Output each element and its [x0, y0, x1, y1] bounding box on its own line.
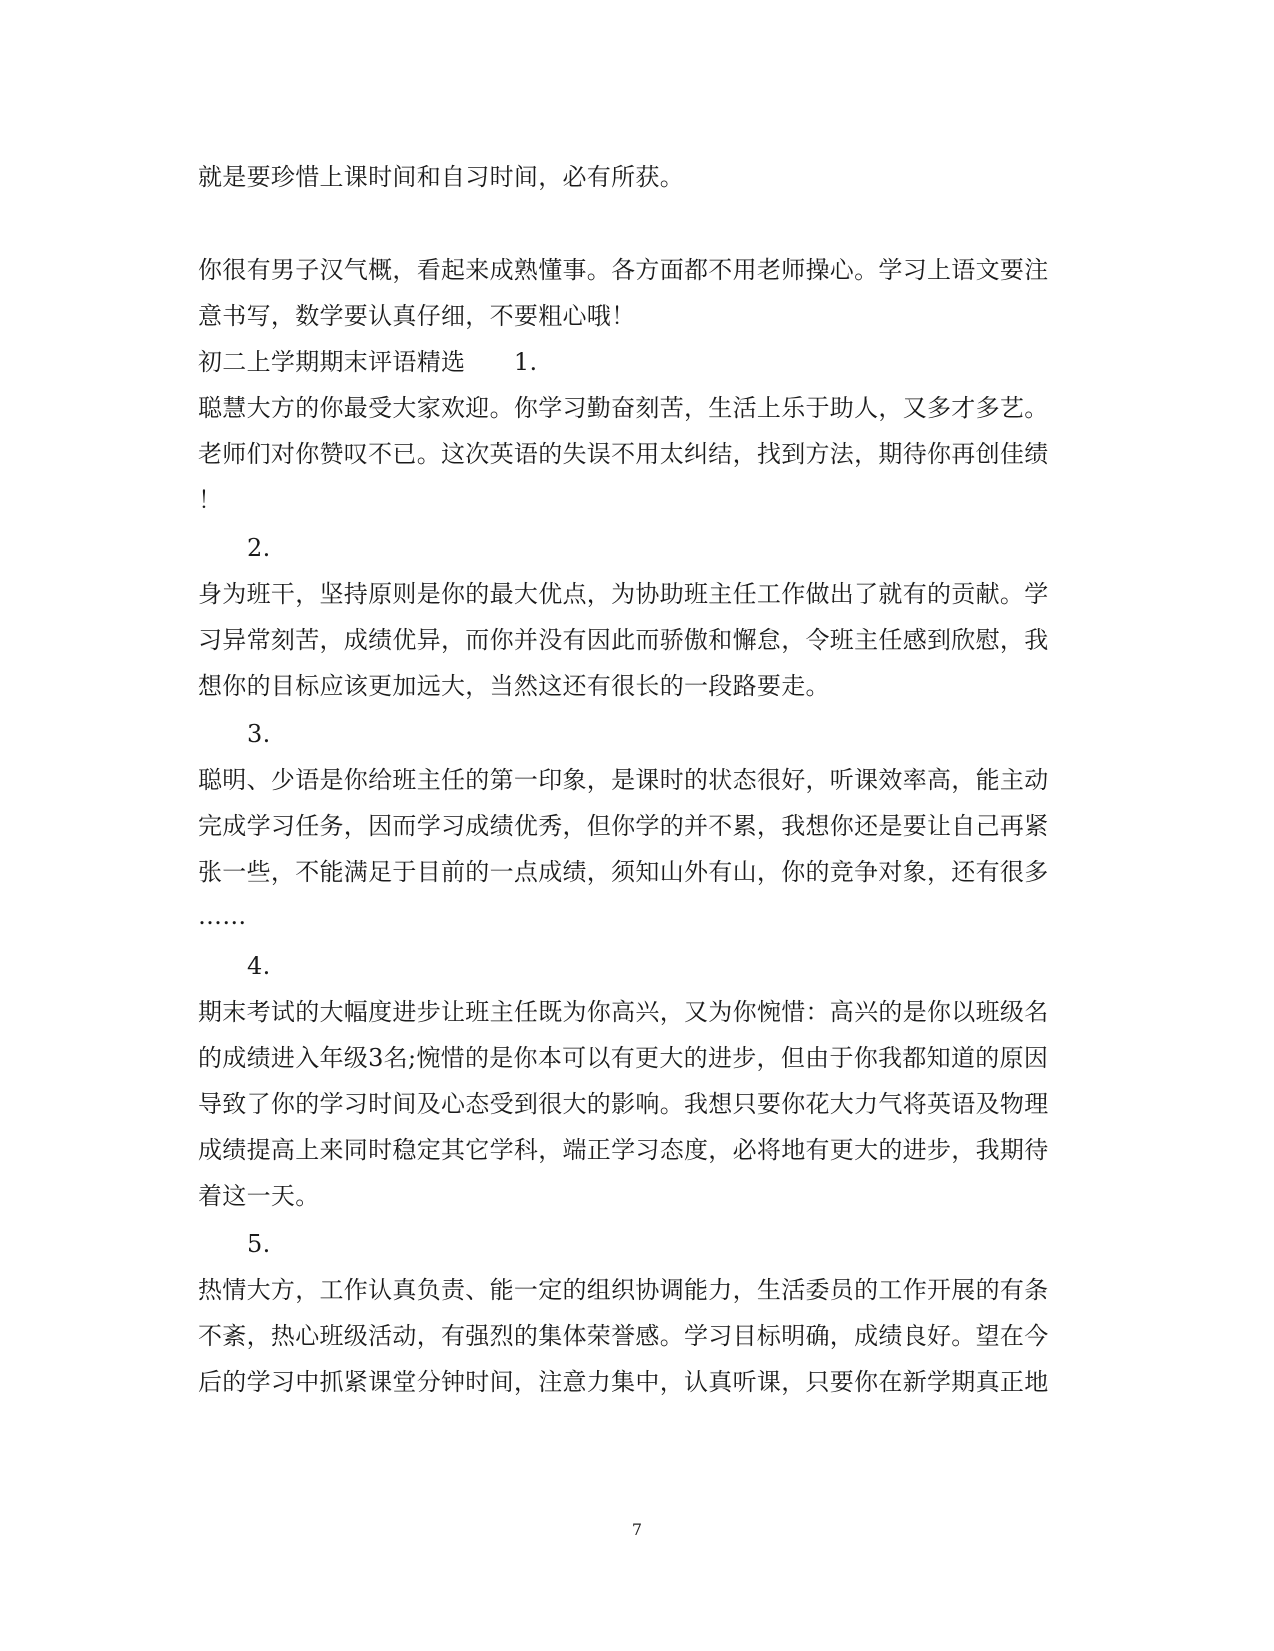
item-number: 4.: [247, 952, 271, 980]
text-line: 聪慧大方的你最受大家欢迎。你学习勤奋刻苦，生活上乐于助人，又多才多艺。: [198, 394, 1049, 422]
text-line: 聪明、少语是你给班主任的第一印象，是课时的状态很好，听课效率高，能主动: [198, 766, 1049, 794]
text-line: 不紊，热心班级活动，有强烈的集体荣誉感。学习目标明确，成绩良好。望在今: [198, 1322, 1049, 1350]
text-line: 就是要珍惜上课时间和自习时间，必有所获。: [198, 163, 684, 191]
text-line: 习异常刻苦，成绩优异，而你并没有因此而骄傲和懈怠，令班主任感到欣慰，我: [198, 626, 1049, 654]
text-line: 导致了你的学习时间及心态受到很大的影响。我想只要你花大力气将英语及物理: [198, 1090, 1049, 1118]
text-line: 你很有男子汉气概，看起来成熟懂事。各方面都不用老师操心。学习上语文要注: [198, 256, 1049, 284]
text-line: ！: [198, 486, 223, 514]
text-line: 热情大方，工作认真负责、能一定的组织协调能力，生活委员的工作开展的有条: [198, 1276, 1049, 1304]
text-line: 完成学习任务，因而学习成绩优秀，但你学的并不累，我想你还是要让自己再紧: [198, 812, 1049, 840]
page-number: 7: [631, 1520, 643, 1539]
text-line: 着这一天。: [198, 1182, 320, 1210]
text-line: 成绩提高上来同时稳定其它学科，端正学习态度，必将地有更大的进步，我期待: [198, 1136, 1049, 1164]
text-line: 身为班干，坚持原则是你的最大优点，为协助班主任工作做出了就有的贡献。学: [198, 580, 1049, 608]
item-number: 5.: [247, 1230, 271, 1258]
section-heading: 初二上学期期末评语精选 1.: [198, 348, 538, 376]
text-line: 想你的目标应该更加远大，当然这还有很长的一段路要走。: [198, 672, 830, 700]
text-line: 张一些，不能满足于目前的一点成绩，须知山外有山，你的竞争对象，还有很多: [198, 858, 1049, 886]
text-line: 后的学习中抓紧课堂分钟时间，注意力集中，认真听课，只要你在新学期真正地: [198, 1368, 1049, 1396]
item-number: 3.: [247, 720, 271, 748]
text-line: ……: [198, 902, 247, 930]
item-number: 2.: [247, 534, 271, 562]
text-line: 的成绩进入年级3名;惋惜的是你本可以有更大的进步，但由于你我都知道的原因: [198, 1044, 1049, 1072]
text-line: 期末考试的大幅度进步让班主任既为你高兴，又为你惋惜：高兴的是你以班级名: [198, 998, 1049, 1026]
text-line: 老师们对你赞叹不已。这次英语的失误不用太纠结，找到方法，期待你再创佳绩: [198, 440, 1049, 468]
text-line: 意书写，数学要认真仔细，不要粗心哦！: [198, 302, 636, 330]
